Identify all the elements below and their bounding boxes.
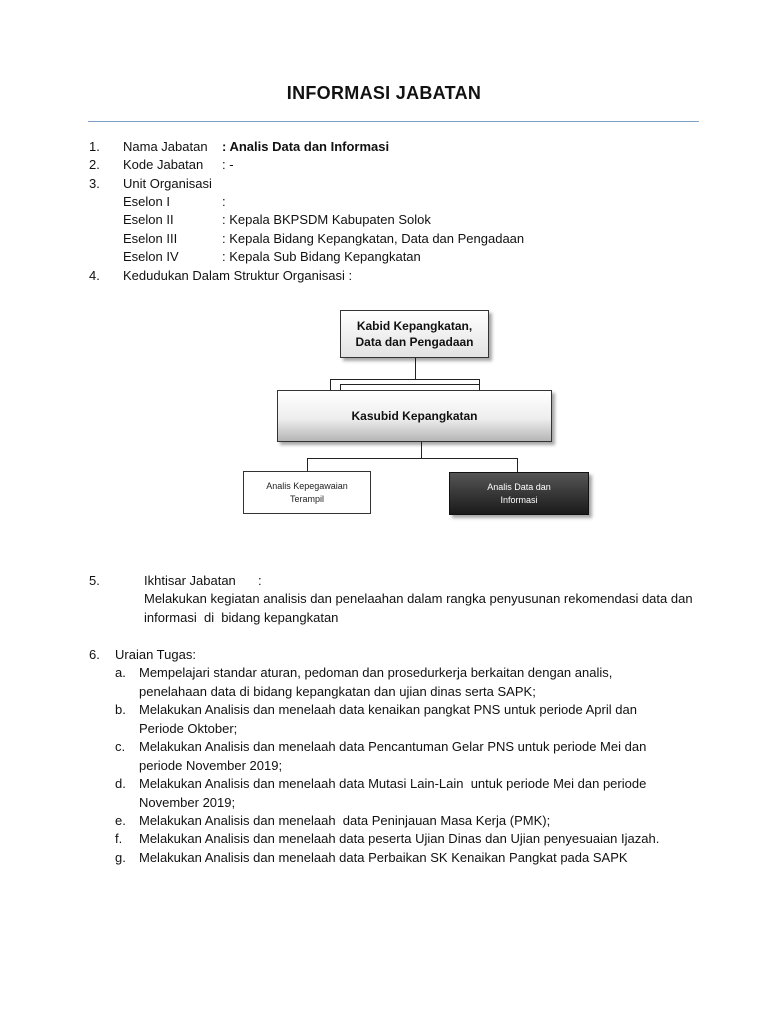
connector-line (415, 358, 416, 380)
org-box-text: Terampil (289, 493, 324, 504)
list-item-line: Periode Oktober; (139, 720, 238, 736)
section-colon: : (258, 573, 262, 588)
org-box-text: Informasi (500, 494, 538, 505)
page-title: INFORMASI JABATAN (286, 83, 482, 103)
connector-line (330, 379, 480, 380)
list-item-text (139, 701, 698, 738)
ikhtisar-text (144, 590, 698, 627)
org-box-kabid (340, 310, 489, 358)
connector-line (307, 458, 518, 459)
list-item-text (139, 812, 698, 831)
info-value: : Kepala BKPSDM Kabupaten Solok (222, 212, 431, 227)
list-item-letter: g. (115, 850, 126, 865)
list-item-line: Melakukan Analisis dan menelaah data peserta Ujian Dinas dan Ujian penyesuaian Ijazah. (139, 831, 660, 846)
info-value: : Kepala Sub Bidang Kepangkatan (222, 249, 421, 264)
list-item-line: Melakukan Analisis dan menelaah data kenaikan pangkat PNS untuk periode April dan (139, 702, 637, 717)
list-item-line: Mempelajari standar aturan, pedoman dan prosedurkerja berkaitan dengan analis, (139, 665, 613, 680)
section-number: 5. (89, 573, 100, 588)
list-item-line: periode November 2019; (139, 757, 283, 773)
info-label: Eselon IV (123, 249, 179, 264)
connector-line (307, 458, 308, 471)
org-box-analis-data-informasi (449, 472, 589, 515)
info-label: Eselon I (123, 194, 170, 209)
info-number: 3. (89, 176, 100, 191)
list-item-letter: e. (115, 813, 126, 828)
section-label: Uraian Tugas: (115, 647, 196, 662)
list-item-letter: f. (115, 831, 123, 846)
connector-line (330, 379, 331, 390)
list-item-line: Melakukan Analisis dan menelaah data Mutasi Lain-Lain untuk periode Mei dan periode (139, 776, 647, 791)
info-value: : Analis Data dan Informasi (222, 139, 390, 154)
list-item-letter: d. (115, 776, 126, 791)
info-label: Kedudukan Dalam Struktur Organisasi : (123, 268, 353, 283)
list-item-text (139, 738, 698, 775)
list-item-text (139, 849, 698, 868)
info-label: Nama Jabatan (123, 139, 208, 154)
list-item-letter: a. (115, 665, 126, 680)
section-label: Ikhtisar Jabatan (144, 573, 236, 588)
list-item-line: Melakukan Analisis dan menelaah data Pencantuman Gelar PNS untuk periode Mei dan (139, 739, 647, 754)
title-divider (88, 121, 699, 122)
org-box-text: Analis Kepegawaian (266, 480, 348, 491)
info-number: 4. (89, 268, 100, 283)
org-box-text: Data dan Pengadaan (355, 335, 474, 349)
ikhtisar-line: Melakukan kegiatan analisis dan penelaahan dalam rangka penyusunan rekomendasi data dan (144, 591, 693, 606)
list-item-line: Melakukan Analisis dan menelaah data Perbaikan SK Kenaikan Pangkat pada SAPK (139, 850, 628, 865)
info-number: 2. (89, 157, 100, 172)
list-item-line: penelahaan data di bidang kepangkatan dan ujian dinas serta SAPK; (139, 683, 536, 699)
org-box-kasubid (277, 390, 552, 442)
org-box-text: Kasubid Kepangkatan (351, 409, 478, 423)
info-value: : - (222, 157, 234, 172)
info-number: 1. (89, 139, 100, 154)
connector-line (340, 384, 480, 385)
info-value: : Kepala Bidang Kepangkatan, Data dan Pengadaan (222, 231, 525, 246)
org-box-text: Kabid Kepangkatan, (356, 319, 473, 333)
list-item-text (139, 664, 698, 701)
org-box-analis-kepegawaian (243, 471, 371, 514)
connector-line (517, 458, 518, 472)
connector-line (421, 442, 422, 458)
info-label: Eselon III (123, 231, 178, 246)
org-box-text: Analis Data dan (487, 481, 551, 492)
info-label: Unit Organisasi (123, 176, 212, 191)
list-item-letter: c. (115, 739, 126, 754)
ikhtisar-line: informasi di bidang kepangkatan (144, 609, 339, 625)
info-value: : (222, 194, 226, 209)
section-number: 6. (89, 647, 100, 662)
list-item-letter: b. (115, 702, 126, 717)
list-item-text (139, 830, 698, 849)
info-label: Kode Jabatan (123, 157, 204, 172)
list-item-line: November 2019; (139, 794, 236, 810)
list-item-text (139, 775, 698, 812)
info-label: Eselon II (123, 212, 174, 227)
list-item-line: Melakukan Analisis dan menelaah data Peninjauan Masa Kerja (PMK); (139, 813, 551, 828)
